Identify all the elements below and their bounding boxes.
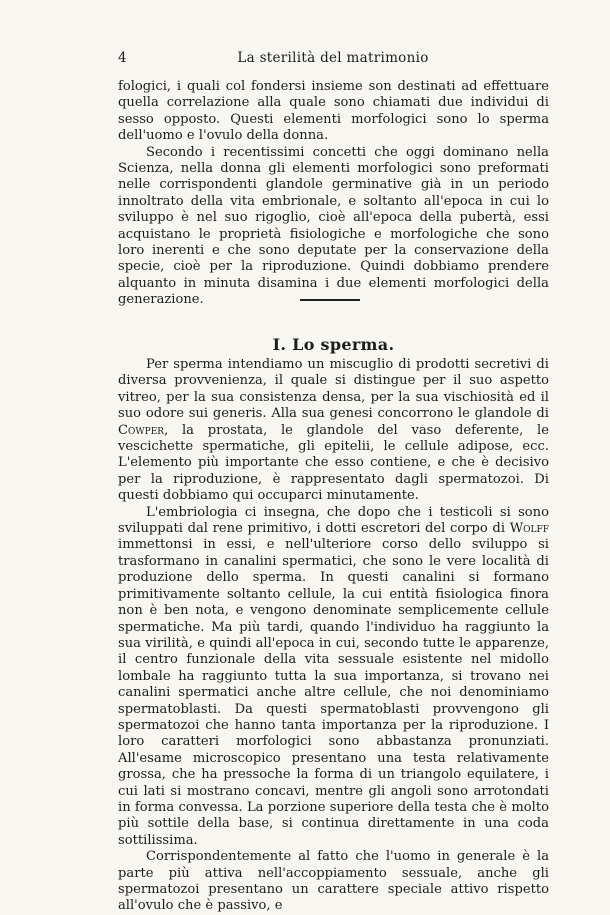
paragraph-2-part-b: immettonsi in essi, e nell'ulteriore corso dello sviluppo si trasformano in canalini spermatici, che sono le vere località di produzione dello sperma. In questi canalini si formano primitivamente soltanto cellule, la cui entità fisiologica finora non è ben nota, e vengono denominate semplicemente cellule spermatiche. Ma più tardi, quando l'individuo ha raggiunto la sua virilità, e quindi all'epoca in cui, secondo tutte le apparenze, il centro funzionale della vita sessuale esistente nel midollo lombale ha raggiunto tutta la sua importanza, si trovano nei canalini spermatici anche altre cellule, che noi denominiamo spermatoblasti. Da questi spermatoblasti provvengono gli spermatozoi che hanno tanta importanza per la riproduzione. I loro caratteri morfologici sono abbastanza pronunziati. All'esame microscopico presentano una testa relativamente grossa, che ha pressoche la forma di un triangolo equilatere, i cui lati si mostrano concavi, mentre gli angoli sono arrotondati in forma convessa. La porzione superiore della testa che è molto più sottile della base, si continua direttamente in una coda sottilissima. — [118, 537, 549, 848]
running-title: La sterilità del matrimonio — [237, 50, 429, 66]
page-header — [118, 50, 548, 70]
author-name-cowper: Cowper — [118, 422, 165, 438]
paragraph-1-part-a: Per sperma intendiamo un miscuglio di prodotti secretivi di diversa provvenienza, il quale si distingue per il suo aspetto vitreo, per la sua consistenza densa, per la sua vischiosità ed il suo odore sui generis. Alla sua genesi concorrono le glandole di — [118, 357, 549, 422]
page-number: 4 — [118, 50, 127, 66]
section-paragraph-2 — [118, 505, 549, 850]
paragraph-1-part-b: , la prostata, le glandole del vaso deferente, le vescichette spermatiche, gli epitelii, le cellule adipose, ecc. L'elemento più importante che esso contiene, e che è decisivo per la riproduzione, è rappresentato dagli spermatozoi. Di questi dobbiamo qui occuparci minutamente. — [118, 422, 549, 504]
section-paragraph-3: Corrispondentemente al fatto che l'uomo in generale è la parte più attiva nell'accoppiamento sessuale, anche gli spermatozoi presentano un carattere speciale attivo rispetto all'ovulo che è passivo, e — [118, 849, 549, 914]
intro-paragraph-2: Secondo i recentissimi concetti che oggi dominano nella Scienza, nella donna gli elementi morfologici sono preformati nelle corrispondenti glandole germinative già in un periodo innoltrato della vita embrionale, e soltanto all'epoca in cui lo sviluppo è nel suo rigoglio, cioè all'epoca della pubertà, essi acquistano le proprietà fisiologiche e morfologiche che sono loro inerenti e che sono deputate per la conservazione della specie, cioè per la riproduzione. Quindi dobbiamo prendere alquanto in minuta disamina i due elementi morfologici della generazione. — [118, 144, 549, 308]
author-name-wolff: Wolff — [509, 521, 549, 537]
intro-paragraph-1: fologici, i quali col fondersi insieme son destinati ad effettuare quella correlazione alla quale sono chiamati due individui di sesso opposto. Questi elementi morfologici sono lo sperma dell'uomo e l'ovulo della donna. — [118, 79, 549, 144]
section-paragraph-1 — [118, 357, 549, 505]
section-heading: I. Lo sperma. — [272, 335, 395, 354]
intro-text — [118, 79, 549, 309]
section-divider — [300, 299, 360, 301]
section-text — [118, 357, 549, 915]
paragraph-2-part-a: L'embriologia ci insegna, che dopo che i testicoli si sono sviluppati dal rene primitivo, i dotti escretori del corpo di — [118, 504, 549, 537]
